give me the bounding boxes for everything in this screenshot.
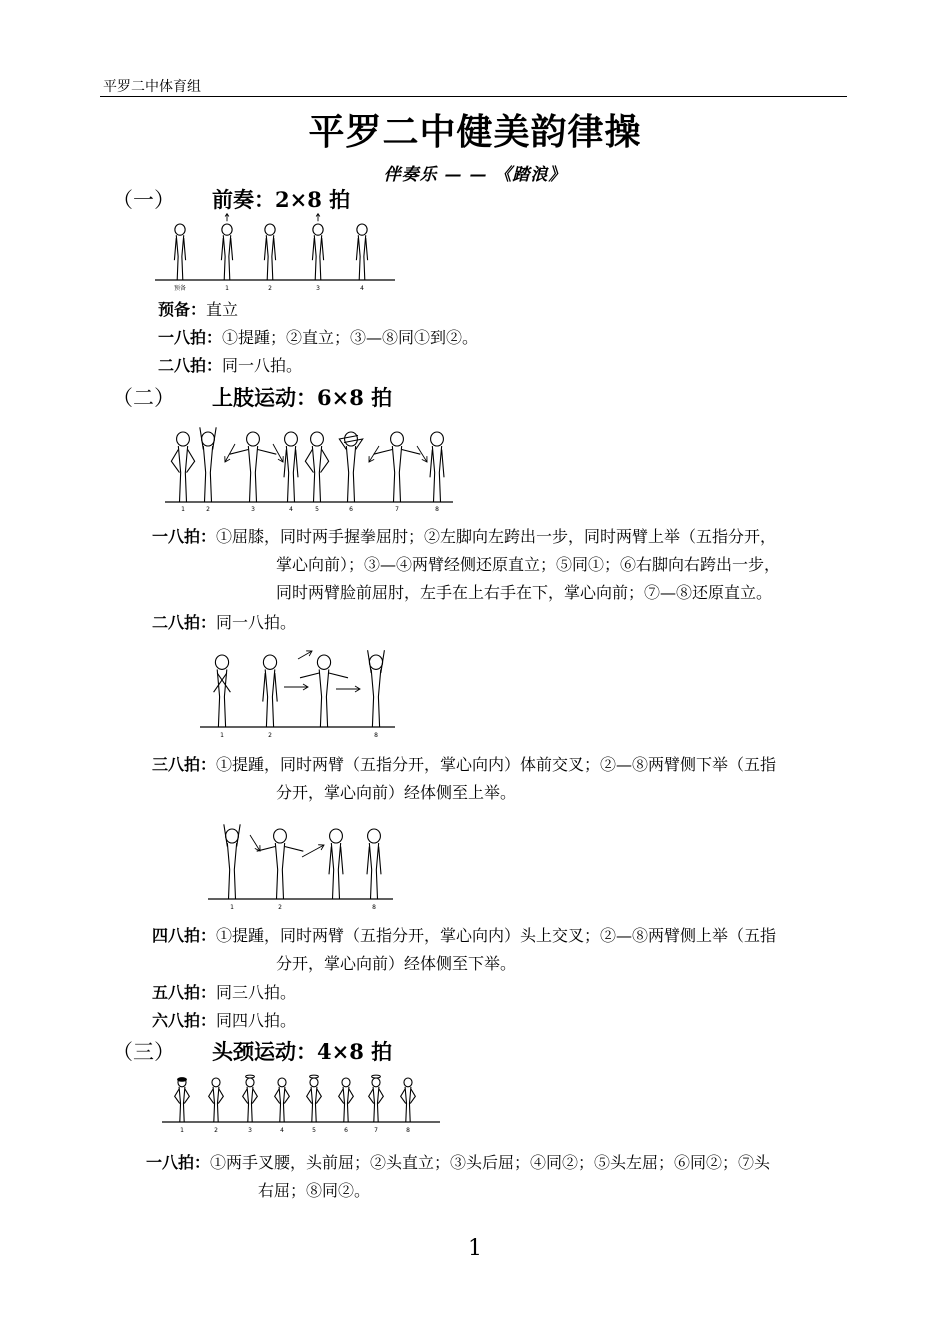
beat-label: 4 bbox=[289, 506, 293, 513]
exercise-figure bbox=[339, 432, 362, 502]
section-2-item-beat-3-line-2: 分开，掌心向前）经体侧至上举。 bbox=[276, 783, 517, 802]
exercise-figure bbox=[243, 1075, 258, 1122]
beat-label: 1 bbox=[180, 1127, 184, 1134]
item-text: ①提踵；②直立；③—⑧同①到②。 bbox=[222, 328, 479, 347]
exercise-figure bbox=[430, 432, 444, 502]
exercise-figure bbox=[367, 829, 381, 899]
motion-arrow-icon bbox=[336, 686, 360, 692]
motion-arrow-icon bbox=[302, 845, 324, 857]
exercise-figure bbox=[329, 829, 343, 899]
section-2-item-beat-1-line-3: 同时两臂脸前屈肘，左手在上右手在下，掌心向前；⑦—⑧还原直立。 bbox=[276, 583, 773, 602]
section-1-item-beat-1 bbox=[158, 328, 478, 348]
exercise-figure bbox=[200, 427, 216, 502]
section-1-item-ready bbox=[158, 300, 238, 320]
beat-label: 2 bbox=[268, 285, 272, 292]
beat-label: 8 bbox=[374, 732, 378, 739]
beat-label: 2 bbox=[206, 506, 210, 513]
item-text: 同一八拍。 bbox=[216, 613, 297, 632]
section-3-item-beat-1-line-2: 右屈；⑧同②。 bbox=[258, 1181, 371, 1200]
beat-label: 3 bbox=[251, 506, 255, 513]
beat-label: 7 bbox=[395, 506, 399, 513]
exercise-figure bbox=[307, 1075, 322, 1122]
section-2-figure-3 bbox=[208, 815, 398, 911]
exercise-figure bbox=[257, 829, 304, 899]
item-text-line-1: ①屈膝，同时两手握拳屈肘；②左脚向左跨出一步，同时两臂上举（五指分开， bbox=[216, 527, 777, 546]
item-text-line-1: ①提踵，同时两臂（五指分开，掌心向内）体前交叉；②—⑧两臂侧下举（五指 bbox=[216, 755, 777, 774]
item-text-line-1: ①提踵，同时两臂（五指分开，掌心向内）头上交叉；②—⑧两臂侧上举（五指 bbox=[216, 926, 777, 945]
item-label: 一八拍： bbox=[152, 527, 217, 546]
item-label: 五八拍： bbox=[152, 983, 217, 1002]
motion-arrow-icon bbox=[298, 651, 312, 659]
section-3-item-beat-1 bbox=[146, 1153, 770, 1173]
item-label: 二八拍： bbox=[158, 356, 223, 375]
exercise-figure bbox=[312, 214, 323, 280]
document-subtitle: 伴奏乐 — — 《踏浪》 bbox=[383, 165, 567, 185]
section-3-heading bbox=[112, 1036, 392, 1066]
beat-label: 6 bbox=[349, 506, 353, 513]
exercise-figure bbox=[230, 432, 277, 502]
beat-label: 3 bbox=[248, 1127, 252, 1134]
motion-arrow-icon bbox=[273, 444, 283, 462]
exercise-figure bbox=[374, 432, 421, 502]
beat-label: 6 bbox=[344, 1127, 348, 1134]
exercise-figure bbox=[305, 432, 328, 502]
section-3-number: （三） bbox=[112, 1040, 175, 1064]
item-label: 六八拍： bbox=[152, 1011, 217, 1030]
exercise-figure bbox=[368, 650, 385, 727]
section-2-item-beat-1 bbox=[152, 527, 776, 547]
section-2-title: 上肢运动：6×8 拍 bbox=[212, 385, 393, 410]
section-2-item-beat-4-line-2: 分开，掌心向前）经体侧至下举。 bbox=[276, 954, 517, 973]
section-2-figure-2 bbox=[200, 645, 400, 740]
item-text: 同四八拍。 bbox=[216, 1011, 297, 1030]
exercise-figure bbox=[300, 655, 348, 727]
section-2-item-beat-6 bbox=[152, 1011, 296, 1031]
exercise-figure bbox=[369, 1075, 384, 1122]
exercise-figure bbox=[339, 1078, 354, 1122]
item-text: 直立 bbox=[206, 300, 239, 319]
section-1-title: 前奏：2×8 拍 bbox=[212, 187, 351, 212]
exercise-figure bbox=[209, 1078, 224, 1122]
page-number: 1 bbox=[468, 1236, 482, 1261]
motion-arrow-icon bbox=[284, 684, 308, 690]
exercise-figure bbox=[224, 824, 240, 899]
beat-label: 5 bbox=[312, 1127, 316, 1134]
exercise-figure bbox=[175, 1078, 190, 1122]
item-label: 二八拍： bbox=[152, 613, 217, 632]
beat-label: 2 bbox=[268, 732, 272, 739]
exercise-figure bbox=[356, 224, 367, 280]
beat-label: 2 bbox=[278, 904, 282, 911]
section-2-item-beat-3 bbox=[152, 755, 776, 775]
beat-label: 3 bbox=[316, 285, 320, 292]
beat-label: 4 bbox=[280, 1127, 284, 1134]
item-text: 同三八拍。 bbox=[216, 983, 297, 1002]
item-text: 同一八拍。 bbox=[222, 356, 303, 375]
section-2-item-beat-5 bbox=[152, 983, 296, 1003]
header-rule bbox=[100, 96, 847, 97]
section-3-title: 头颈运动：4×8 拍 bbox=[212, 1039, 393, 1064]
motion-arrow-icon bbox=[250, 835, 260, 851]
beat-label: 1 bbox=[225, 285, 229, 292]
section-1-item-beat-2 bbox=[158, 356, 302, 376]
beat-label: 8 bbox=[435, 506, 439, 513]
exercise-figure bbox=[263, 655, 277, 727]
beat-label: 1 bbox=[230, 904, 234, 911]
section-2-item-beat-2 bbox=[152, 613, 296, 633]
beat-label: 8 bbox=[406, 1127, 410, 1134]
section-1-heading bbox=[112, 184, 350, 214]
exercise-figure bbox=[275, 1078, 290, 1122]
item-label: 一八拍： bbox=[158, 328, 223, 347]
item-label: 一八拍： bbox=[146, 1153, 211, 1172]
page-header: 平罗二中体育组 bbox=[103, 79, 201, 95]
motion-arrow-icon bbox=[369, 446, 379, 462]
beat-label: 5 bbox=[315, 506, 319, 513]
item-text-line-1: ①两手叉腰，头前屈；②头直立；③头后屈；④同②；⑤头左屈；⑥同②；⑦头 bbox=[210, 1153, 771, 1172]
item-label: 三八拍： bbox=[152, 755, 217, 774]
exercise-figure bbox=[214, 655, 231, 727]
beat-label: 7 bbox=[374, 1127, 378, 1134]
section-2-number: （二） bbox=[112, 386, 175, 410]
beat-label: 2 bbox=[214, 1127, 218, 1134]
exercise-figure bbox=[284, 432, 298, 502]
beat-label: 预备 bbox=[173, 285, 187, 292]
section-2-heading bbox=[112, 382, 392, 412]
section-1-number: （一） bbox=[112, 188, 175, 212]
section-1-figure bbox=[155, 212, 395, 294]
exercise-figure bbox=[221, 214, 232, 280]
item-label: 四八拍： bbox=[152, 926, 217, 945]
exercise-figure bbox=[264, 224, 275, 280]
beat-label: 1 bbox=[220, 732, 224, 739]
section-2-item-beat-1-line-2: 掌心向前）；③—④两臂经侧还原直立；⑤同①；⑥右脚向右跨出一步， bbox=[276, 555, 781, 574]
beat-label: 1 bbox=[181, 506, 185, 513]
section-3-figure bbox=[162, 1070, 442, 1136]
beat-label: 8 bbox=[372, 904, 376, 911]
exercise-figure bbox=[171, 432, 194, 502]
section-2-figure-1 bbox=[165, 418, 455, 514]
section-2-item-beat-4 bbox=[152, 926, 776, 946]
document-title: 平罗二中健美韵律操 bbox=[308, 111, 642, 153]
exercise-figure bbox=[401, 1078, 416, 1122]
beat-label: 4 bbox=[360, 285, 364, 292]
item-label: 预备： bbox=[158, 300, 207, 319]
exercise-figure bbox=[174, 224, 185, 280]
